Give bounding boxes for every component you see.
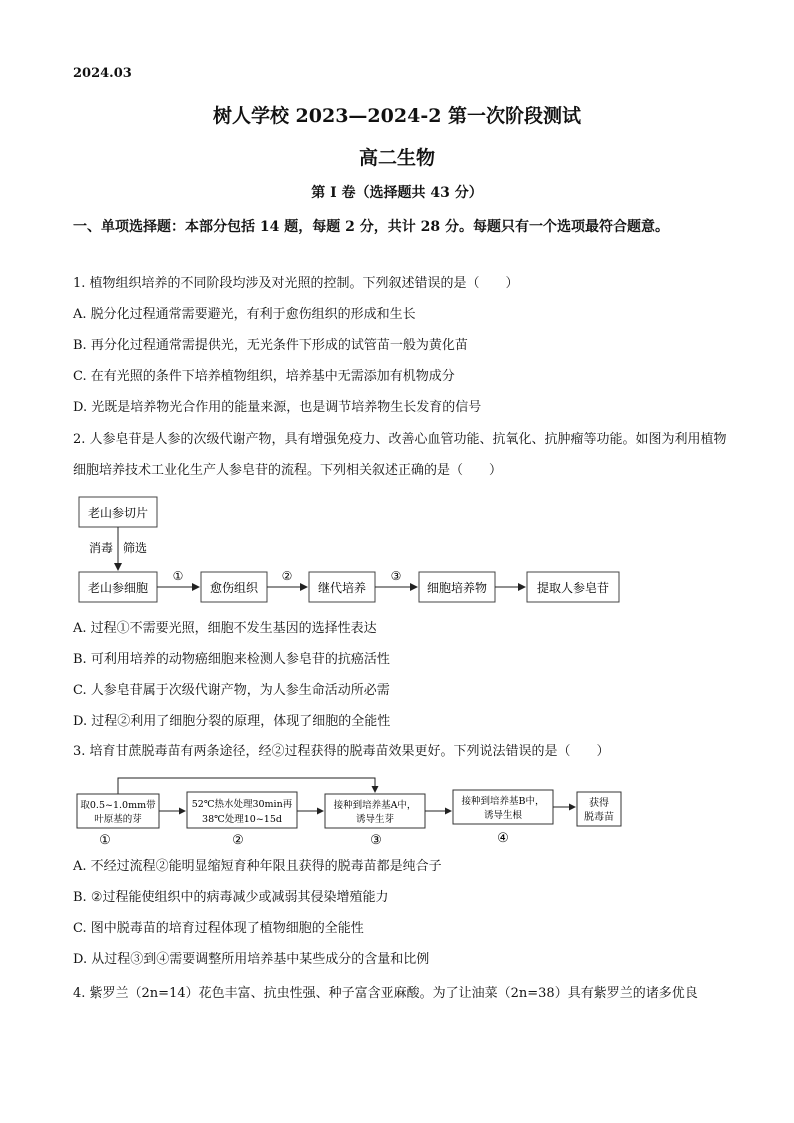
q3-number-3: ③ bbox=[370, 833, 382, 848]
q3-box1-line2: 叶原基的芽 bbox=[94, 814, 142, 825]
q2-label-screen: 筛选 bbox=[123, 541, 148, 555]
q1-option-c: C. 在有光照的条件下培养植物组织，培养基中无需添加有机物成分 bbox=[73, 369, 455, 384]
exam-subject: 高二生物 bbox=[358, 147, 435, 169]
exam-title: 树人学校 2023—2024-2 第一次阶段测试 bbox=[212, 105, 582, 127]
q3-box5-line1: 获得 bbox=[589, 798, 609, 809]
q1-option-a: A. 脱分化过程通常需要避光，有利于愈伤组织的形成和生长 bbox=[73, 307, 416, 322]
q4-stem: 4. 紫罗兰（2n=14）花色丰富、抗虫性强、种子富含亚麻酸。为了让油菜（2n=38）具有紫罗兰的诸多优良 bbox=[73, 986, 698, 1001]
q3-box2-line2: 38℃处理10~15d bbox=[202, 814, 282, 825]
q2-option-b: B. 可利用培养的动物癌细胞来检测人参皂苷的抗癌活性 bbox=[73, 652, 390, 667]
q3-option-b: B. ②过程能使组织中的病毒减少或减弱其侵染增殖能力 bbox=[73, 890, 389, 905]
q3-box1-line1: 取0.5~1.0mm带 bbox=[80, 800, 156, 811]
q1-option-d: D. 光既是培养物光合作用的能量来源，也是调节培养物生长发育的信号 bbox=[73, 400, 482, 415]
q2-box-text: 愈伤组织 bbox=[209, 581, 259, 595]
q2-step-1: ① bbox=[172, 569, 184, 583]
q2-top-box-text: 老山参切片 bbox=[87, 506, 149, 520]
q2-option-c: C. 人参皂苷属于次级代谢产物，为人参生命活动所必需 bbox=[73, 683, 390, 698]
q2-box-text: 老山参细胞 bbox=[87, 581, 149, 595]
q3-option-a: A. 不经过流程②能明显缩短育种年限且获得的脱毒苗都是纯合子 bbox=[73, 859, 442, 874]
q3-box5-line2: 脱毒苗 bbox=[584, 812, 614, 823]
q3-stem: 3. 培育甘蔗脱毒苗有两条途径，经②过程获得的脱毒苗效果更好。下列说法错误的是（ ） bbox=[73, 744, 610, 759]
q3-box2-line1: 52℃热水处理30min再 bbox=[191, 799, 293, 810]
q3-flow-diagram bbox=[73, 772, 633, 850]
q3-number-2: ② bbox=[232, 833, 244, 848]
q2-box-text: 提取人参皂苷 bbox=[536, 581, 610, 595]
q3-option-d: D. 从过程③到④需要调整所用培养基中某些成分的含量和比例 bbox=[73, 952, 430, 967]
q3-option-c: C. 图中脱毒苗的培育过程体现了植物细胞的全能性 bbox=[73, 921, 364, 936]
q1-stem: 1. 植物组织培养的不同阶段均涉及对光照的控制。下列叙述错误的是（ ） bbox=[73, 276, 519, 291]
q2-step-2: ② bbox=[281, 569, 293, 583]
q2-box-text: 继代培养 bbox=[317, 581, 367, 595]
q3-box4-line2: 诱导生根 bbox=[483, 810, 523, 821]
exam-date: 2024.03 bbox=[73, 66, 132, 81]
section-heading: 第 I 卷（选择题共 43 分） bbox=[311, 185, 483, 201]
q3-number-1: ① bbox=[99, 833, 111, 848]
q3-box3-line1: 接种到培养基A中， bbox=[333, 800, 417, 811]
q2-label-disinfect: 消毒 bbox=[88, 541, 113, 555]
q3-box4-line1: 接种到培养基B中， bbox=[461, 796, 545, 807]
q2-stem: 2. 人参皂苷是人参的次级代谢产物，具有增强免疫力、改善心血管功能、抗氧化、抗肿瘤等功能。如图为利用植物细胞培养技术工业化生产人参皂苷的流程。下列相关叙述正确的是（ ） bbox=[73, 432, 727, 478]
q3-number-4: ④ bbox=[497, 831, 509, 846]
section-instructions: 一、单项选择题：本部分包括 14 题，每题 2 分，共计 28 分。每题只有一个选项最符合题意。 bbox=[73, 219, 669, 235]
q2-option-d: D. 过程②利用了细胞分裂的原理，体现了细胞的全能性 bbox=[73, 714, 391, 729]
q3-box3-line2: 诱导生芽 bbox=[355, 814, 395, 825]
q1-option-b: B. 再分化过程通常需提供光，无光条件下形成的试管苗一般为黄化苗 bbox=[73, 338, 468, 353]
q2-option-a: A. 过程①不需要光照，细胞不发生基因的选择性表达 bbox=[73, 621, 377, 636]
q2-step-3: ③ bbox=[390, 569, 402, 583]
q2-box-text: 细胞培养物 bbox=[426, 581, 488, 595]
q2-flow-diagram bbox=[73, 494, 633, 606]
